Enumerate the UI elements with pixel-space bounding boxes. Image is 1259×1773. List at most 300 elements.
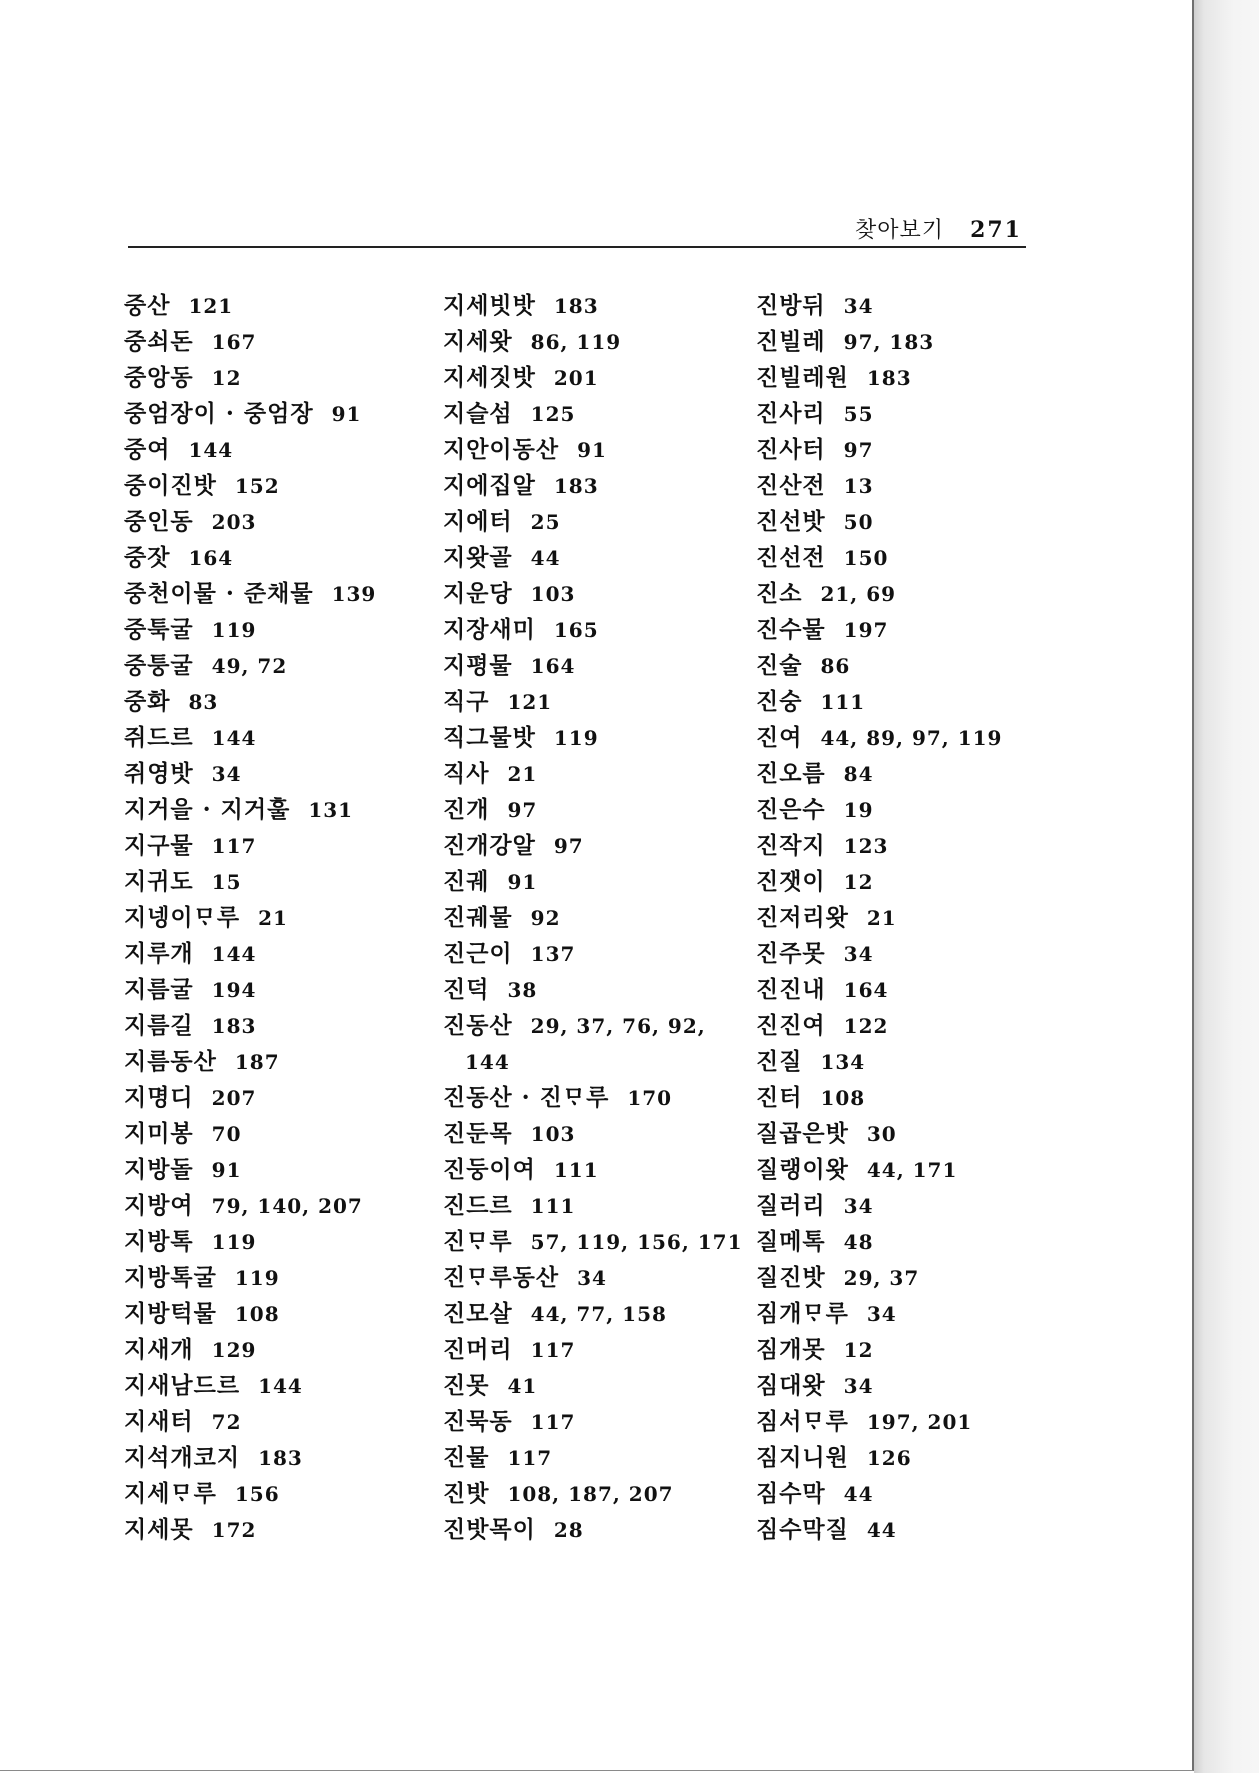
- entry-term: 질랭이왓: [756, 1156, 849, 1183]
- entry-term: 지름길: [124, 1012, 194, 1039]
- entry-pages: 91: [211, 1158, 242, 1182]
- entry-pages: 70: [211, 1122, 242, 1146]
- index-entry: [443, 1263, 743, 1299]
- entry-pages: 108: [820, 1086, 866, 1110]
- entry-term: 진사리: [756, 400, 826, 427]
- index-entry: [756, 939, 1002, 975]
- entry-pages: 19: [843, 798, 874, 822]
- entry-pages: 91: [331, 402, 362, 426]
- entry-term: 지명디: [124, 1084, 194, 1111]
- index-entry: [443, 1299, 743, 1335]
- entry-pages: 49, 72: [211, 654, 288, 678]
- entry-term: 진빌레원: [756, 364, 849, 391]
- index-entry: [443, 507, 743, 543]
- entry-pages: 21: [507, 762, 538, 786]
- index-entry: [124, 1047, 376, 1083]
- entry-term: 지방턱물: [124, 1300, 217, 1327]
- index-entry: [443, 831, 743, 867]
- entry-pages: 103: [530, 582, 576, 606]
- entry-pages: 55: [843, 402, 874, 426]
- entry-pages: 119: [211, 1230, 257, 1254]
- entry-term: 진밧목이: [443, 1516, 536, 1543]
- entry-term: 진모살: [443, 1300, 513, 1327]
- entry-pages: 111: [553, 1158, 599, 1182]
- index-entry: [443, 1047, 743, 1083]
- entry-pages: 201: [553, 366, 599, 390]
- entry-term: 진ᄆᆞ루동산: [443, 1264, 560, 1291]
- entry-pages: 34: [843, 942, 874, 966]
- entry-pages: 44, 171: [866, 1158, 958, 1182]
- index-entry: [443, 1515, 743, 1551]
- index-entry: [124, 471, 376, 507]
- index-entry: [124, 939, 376, 975]
- entry-pages: 170: [627, 1086, 673, 1110]
- entry-pages: 48: [843, 1230, 874, 1254]
- entry-term: 진질: [756, 1048, 803, 1075]
- entry-term: 지세빗밧: [443, 292, 536, 319]
- entry-pages: 117: [530, 1338, 576, 1362]
- entry-term: 진둥이여: [443, 1156, 536, 1183]
- index-entry: [756, 831, 1002, 867]
- index-entry: [756, 867, 1002, 903]
- entry-term: 지방여: [124, 1192, 194, 1219]
- index-entry: [124, 867, 376, 903]
- entry-term: 지방톡굴: [124, 1264, 217, 1291]
- index-entry: [443, 1407, 743, 1443]
- index-entry: [124, 543, 376, 579]
- entry-term: 지평물: [443, 652, 513, 679]
- entry-term: 지방돌: [124, 1156, 194, 1183]
- entry-term: 진덕: [443, 976, 490, 1003]
- entry-term: 지에집알: [443, 472, 536, 499]
- entry-pages: 13: [843, 474, 874, 498]
- entry-pages: 72: [211, 1410, 242, 1434]
- index-entry: [443, 579, 743, 615]
- entry-pages: 41: [507, 1374, 538, 1398]
- entry-pages: 34: [843, 294, 874, 318]
- entry-pages: 21: [258, 906, 288, 930]
- entry-pages: 12: [843, 1338, 874, 1362]
- entry-pages: 34: [577, 1266, 607, 1290]
- entry-term: 중산: [124, 292, 171, 319]
- entry-term: 진둔목: [443, 1120, 513, 1147]
- index-entry: [756, 471, 1002, 507]
- entry-pages: 97: [507, 798, 538, 822]
- entry-pages: 83: [188, 690, 219, 714]
- entry-term: 질메톡: [756, 1228, 826, 1255]
- index-entry: [756, 1443, 1002, 1479]
- index-entry: [756, 363, 1002, 399]
- entry-term: 진잿이: [756, 868, 826, 895]
- entry-term: 지방톡: [124, 1228, 194, 1255]
- index-entry: [756, 723, 1002, 759]
- index-entry: [124, 507, 376, 543]
- index-entry: [124, 291, 376, 327]
- index-entry: [443, 399, 743, 435]
- index-entry: [756, 1227, 1002, 1263]
- running-head: [855, 213, 1022, 244]
- entry-pages: 187: [234, 1050, 280, 1074]
- index-column-1: [124, 291, 376, 1551]
- entry-term: 진빌레: [756, 328, 826, 355]
- entry-pages: 34: [211, 762, 242, 786]
- entry-pages: 25: [530, 510, 561, 534]
- entry-pages: 21, 69: [820, 582, 897, 606]
- index-entry: [443, 1011, 743, 1047]
- index-entry: [756, 579, 1002, 615]
- entry-pages: 156: [234, 1482, 280, 1506]
- entry-term: 진저리왓: [756, 904, 849, 931]
- index-entry: [124, 363, 376, 399]
- entry-pages: 134: [820, 1050, 866, 1074]
- index-entry: [124, 1443, 376, 1479]
- index-entry: [124, 1335, 376, 1371]
- entry-pages: 21: [866, 906, 897, 930]
- entry-term: 질곱은밧: [756, 1120, 849, 1147]
- index-entry: [443, 327, 743, 363]
- entry-pages: 91: [507, 870, 538, 894]
- entry-pages: 97: [553, 834, 584, 858]
- index-entry: [756, 1479, 1002, 1515]
- entry-term: 진작지: [756, 832, 826, 859]
- entry-pages: 164: [188, 546, 234, 570]
- index-entry: [756, 1299, 1002, 1335]
- entry-pages: 144: [211, 726, 257, 750]
- entry-term: 지세ᄆᆞ루: [124, 1480, 217, 1507]
- index-entry: [443, 1335, 743, 1371]
- index-entry: [756, 1263, 1002, 1299]
- entry-term: 지운당: [443, 580, 513, 607]
- index-entry: [756, 543, 1002, 579]
- entry-pages: 92: [530, 906, 561, 930]
- entry-term: 진물: [443, 1444, 490, 1471]
- index-entry: [443, 435, 743, 471]
- entry-pages: 97, 183: [843, 330, 935, 354]
- entry-term: 지세못: [124, 1516, 194, 1543]
- entry-pages: 165: [553, 618, 599, 642]
- index-entry: [756, 1083, 1002, 1119]
- entry-term: 직사: [443, 760, 490, 787]
- entry-term: 진선전: [756, 544, 826, 571]
- entry-pages: 84: [843, 762, 874, 786]
- entry-pages: 117: [530, 1410, 576, 1434]
- index-entry: [443, 867, 743, 903]
- index-entry: [756, 1119, 1002, 1155]
- index-entry: [124, 1011, 376, 1047]
- index-entry: [124, 831, 376, 867]
- entry-term: 지새개: [124, 1336, 194, 1363]
- entry-pages: 137: [530, 942, 576, 966]
- entry-pages: 50: [843, 510, 874, 534]
- page-number: 271: [970, 217, 1022, 243]
- index-entry: [443, 1479, 743, 1515]
- index-entry: [756, 759, 1002, 795]
- entry-pages: 44: [843, 1482, 874, 1506]
- entry-term: 진궤: [443, 868, 490, 895]
- entry-pages: 121: [507, 690, 553, 714]
- index-entry: [443, 795, 743, 831]
- index-entry: [124, 435, 376, 471]
- entry-term: 지왓골: [443, 544, 513, 571]
- entry-pages: 119: [553, 726, 599, 750]
- entry-term: 짐개못: [756, 1336, 826, 1363]
- entry-term: 중여: [124, 436, 171, 463]
- entry-pages: 207: [211, 1086, 257, 1110]
- index-entry: [124, 759, 376, 795]
- index-entry: [443, 759, 743, 795]
- entry-pages: 12: [843, 870, 874, 894]
- entry-term: 진ᄆᆞ루: [443, 1228, 513, 1255]
- entry-pages: 125: [530, 402, 576, 426]
- index-entry: [756, 1011, 1002, 1047]
- index-column-2: [443, 291, 743, 1551]
- index-entry: [756, 435, 1002, 471]
- entry-pages: 167: [211, 330, 257, 354]
- entry-term: 지장새미: [443, 616, 536, 643]
- entry-pages: 183: [258, 1446, 303, 1470]
- index-entry: [443, 543, 743, 579]
- header-rule: [128, 246, 1026, 248]
- entry-term: 짐대왓: [756, 1372, 826, 1399]
- entry-term: 진밧: [443, 1480, 490, 1507]
- entry-term: 진산전: [756, 472, 826, 499]
- entry-term: 짐수막질: [756, 1516, 849, 1543]
- entry-pages: 123: [843, 834, 889, 858]
- index-entry: [443, 471, 743, 507]
- index-entry: [124, 1119, 376, 1155]
- entry-pages: 86: [820, 654, 851, 678]
- index-entry: [124, 651, 376, 687]
- entry-term: 진오름: [756, 760, 826, 787]
- entry-pages: 119: [211, 618, 257, 642]
- entry-term: 지미봉: [124, 1120, 194, 1147]
- entry-pages: 144: [211, 942, 257, 966]
- index-entry: [443, 975, 743, 1011]
- index-entry: [124, 795, 376, 831]
- entry-term: 지구물: [124, 832, 194, 859]
- entry-term: 직그물밧: [443, 724, 536, 751]
- entry-term: 중이진밧: [124, 472, 217, 499]
- entry-term: 짐서ᄆᆞ루: [756, 1408, 849, 1435]
- entry-pages: 34: [843, 1374, 874, 1398]
- entry-term: 지루개: [124, 940, 194, 967]
- entry-term: 진소: [756, 580, 803, 607]
- entry-term: 중천이물 · 준채물: [124, 580, 314, 607]
- entry-term: 진동산: [443, 1012, 513, 1039]
- index-entry: [756, 1155, 1002, 1191]
- index-entry: [124, 1227, 376, 1263]
- index-entry: [756, 651, 1002, 687]
- index-entry: [443, 615, 743, 651]
- index-entry: [756, 795, 1002, 831]
- entry-pages: 97: [843, 438, 874, 462]
- entry-pages: 108: [234, 1302, 280, 1326]
- entry-term: 진선밧: [756, 508, 826, 535]
- entry-pages: 194: [211, 978, 257, 1002]
- entry-pages: 91: [577, 438, 607, 462]
- entry-term: 지름동산: [124, 1048, 217, 1075]
- viewer-gutter: [1194, 0, 1259, 1773]
- index-entry: [124, 1407, 376, 1443]
- entry-term: 질러리: [756, 1192, 826, 1219]
- index-entry: [443, 687, 743, 723]
- index-entry: [124, 1083, 376, 1119]
- index-entry: [124, 399, 376, 435]
- index-entry: [124, 1191, 376, 1227]
- entry-term: 지귀도: [124, 868, 194, 895]
- entry-pages: 144: [188, 438, 234, 462]
- section-title: 찾아보기: [855, 218, 945, 243]
- index-entry: [756, 975, 1002, 1011]
- entry-pages: 183: [211, 1014, 257, 1038]
- index-entry: [443, 291, 743, 327]
- index-entry: [756, 1515, 1002, 1551]
- entry-term: 진수물: [756, 616, 826, 643]
- entry-pages: 111: [530, 1194, 576, 1218]
- entry-pages: 117: [507, 1446, 553, 1470]
- index-entry: [756, 1371, 1002, 1407]
- entry-pages: 34: [866, 1302, 897, 1326]
- entry-term: 쥐영밧: [124, 760, 194, 787]
- entry-pages: 197: [843, 618, 889, 642]
- entry-pages: 34: [843, 1194, 874, 1218]
- entry-term: 지석개코지: [124, 1444, 241, 1471]
- index-entry: [124, 579, 376, 615]
- entry-term: 지에터: [443, 508, 513, 535]
- index-entry: [756, 291, 1002, 327]
- index-entry: [443, 1119, 743, 1155]
- entry-pages: 129: [211, 1338, 257, 1362]
- index-entry: [443, 1083, 743, 1119]
- index-entry: [443, 1443, 743, 1479]
- entry-pages: 119: [234, 1266, 280, 1290]
- entry-term: 지세왓: [443, 328, 513, 355]
- entry-pages: 164: [843, 978, 889, 1002]
- entry-pages: 117: [211, 834, 257, 858]
- entry-term: 진궤물: [443, 904, 513, 931]
- index-entry: [124, 327, 376, 363]
- entry-pages: 57, 119, 156, 171: [530, 1230, 743, 1254]
- index-entry: [124, 1155, 376, 1191]
- entry-term: 중앙동: [124, 364, 194, 391]
- entry-pages: 121: [188, 294, 234, 318]
- index-entry: [443, 651, 743, 687]
- index-entry: [756, 1407, 1002, 1443]
- entry-pages: 183: [553, 294, 599, 318]
- index-entry: [124, 1263, 376, 1299]
- index-column-3: [756, 291, 1002, 1551]
- entry-pages: 197, 201: [866, 1410, 973, 1434]
- index-entry: [443, 1191, 743, 1227]
- entry-term: 짐지니원: [756, 1444, 849, 1471]
- entry-pages: 29, 37: [843, 1266, 920, 1290]
- entry-term: 진동산 · 진ᄆᆞ루: [443, 1084, 610, 1111]
- entry-term: 진술: [756, 652, 803, 679]
- index-entry: [756, 903, 1002, 939]
- entry-pages: 144: [258, 1374, 303, 1398]
- index-entry: [756, 327, 1002, 363]
- entry-term: 중쇠돈: [124, 328, 194, 355]
- entry-term: 진숭: [756, 688, 803, 715]
- entry-term: 지거을 · 지거훌: [124, 796, 291, 823]
- entry-term: 중잣: [124, 544, 171, 571]
- entry-term: 중툭굴: [124, 616, 194, 643]
- entry-term: 진여: [756, 724, 803, 751]
- entry-pages: 131: [308, 798, 354, 822]
- index-entry: [756, 507, 1002, 543]
- index-entry: [124, 1299, 376, 1335]
- index-entry: [124, 1479, 376, 1515]
- entry-term: 진개: [443, 796, 490, 823]
- entry-pages: 86, 119: [530, 330, 622, 354]
- index-entry: [756, 1191, 1002, 1227]
- entry-pages: 126: [866, 1446, 912, 1470]
- entry-pages: 183: [866, 366, 912, 390]
- entry-pages-continued: 144: [465, 1050, 510, 1074]
- entry-pages: 79, 140, 207: [211, 1194, 363, 1218]
- entry-pages: 30: [866, 1122, 897, 1146]
- index-entry: [756, 399, 1002, 435]
- entry-pages: 164: [530, 654, 576, 678]
- entry-term: 중화: [124, 688, 171, 715]
- index-entry: [443, 1155, 743, 1191]
- entry-term: 지름굴: [124, 976, 194, 1003]
- index-entry: [443, 363, 743, 399]
- entry-pages: 29, 37, 76, 92,: [530, 1014, 706, 1038]
- entry-term: 진터: [756, 1084, 803, 1111]
- entry-term: 짐개ᄆᆞ루: [756, 1300, 849, 1327]
- index-entry: [756, 615, 1002, 651]
- entry-pages: 12: [211, 366, 242, 390]
- entry-term: 지세짓밧: [443, 364, 536, 391]
- entry-term: 진묵동: [443, 1408, 513, 1435]
- index-entry: [443, 903, 743, 939]
- entry-term: 지새터: [124, 1408, 194, 1435]
- entry-term: 진개강알: [443, 832, 536, 859]
- entry-term: 중인동: [124, 508, 194, 535]
- entry-term: 직구: [443, 688, 490, 715]
- index-entry: [124, 903, 376, 939]
- entry-term: 중엄장이 · 중엄장: [124, 400, 314, 427]
- entry-pages: 122: [843, 1014, 889, 1038]
- entry-term: 진방뒤: [756, 292, 826, 319]
- entry-pages: 103: [530, 1122, 576, 1146]
- entry-term: 질진밧: [756, 1264, 826, 1291]
- entry-pages: 203: [211, 510, 257, 534]
- index-entry: [124, 687, 376, 723]
- entry-pages: 108, 187, 207: [507, 1482, 674, 1506]
- entry-term: 진주못: [756, 940, 826, 967]
- entry-pages: 44, 89, 97, 119: [820, 726, 1003, 750]
- entry-term: 진사터: [756, 436, 826, 463]
- entry-term: 지넹이ᄆᆞ루: [124, 904, 241, 931]
- entry-term: 진드르: [443, 1192, 513, 1219]
- entry-pages: 44: [530, 546, 561, 570]
- entry-pages: 139: [331, 582, 377, 606]
- entry-term: 진진내: [756, 976, 826, 1003]
- index-entry: [443, 1227, 743, 1263]
- index-entry: [124, 975, 376, 1011]
- index-entry: [124, 723, 376, 759]
- entry-term: 지슬섬: [443, 400, 513, 427]
- entry-term: 쥐드르: [124, 724, 194, 751]
- entry-pages: 44, 77, 158: [530, 1302, 667, 1326]
- entry-term: 짐수막: [756, 1480, 826, 1507]
- entry-term: 진은수: [756, 796, 826, 823]
- index-entry: [124, 615, 376, 651]
- entry-pages: 172: [211, 1518, 257, 1542]
- entry-term: 진진여: [756, 1012, 826, 1039]
